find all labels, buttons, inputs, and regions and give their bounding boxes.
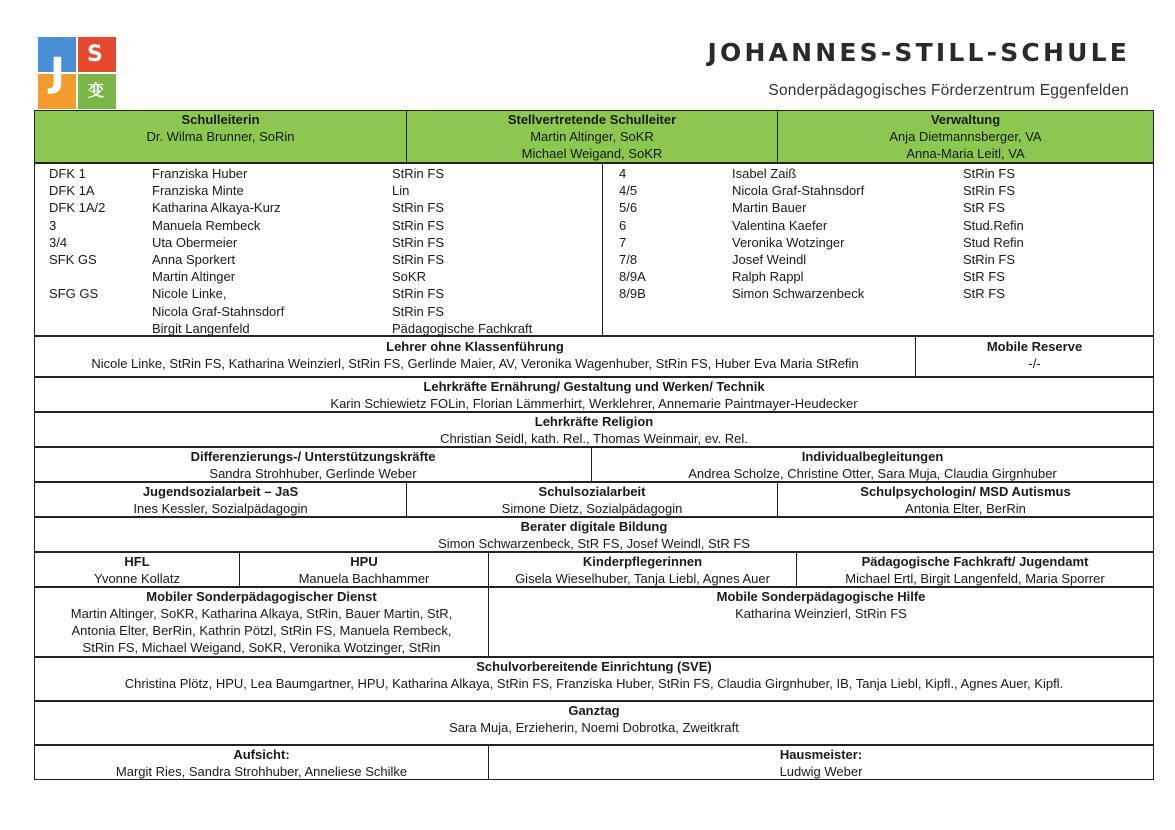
- leadership-row: [34, 110, 1154, 163]
- nutrition-text: Karin Schiewietz FOLin, Florian Lämmerhirt, Werklehrer, Annemarie Paintmayer-Heudecker: [330, 396, 858, 411]
- school-title: JOHANNES-STILL-SCHULE: [707, 38, 1130, 67]
- ganztag-cell: [35, 702, 1153, 744]
- msh-text: Katharina Weinzierl, StRin FS: [735, 606, 907, 621]
- class-right-role: StR FS: [963, 286, 1005, 302]
- class-left-name: Anna Sporkert: [152, 252, 236, 267]
- youth-cell: [35, 483, 406, 516]
- class-left-name: Franziska Huber: [152, 166, 248, 181]
- supervision-text: Margit Ries, Sandra Strohhuber, Anneliese Schilke: [115, 764, 408, 779]
- religion-text: Christian Seidl, kath. Rel., Thomas Weinmair, ev. Rel.: [440, 431, 748, 446]
- differentiation-text: Sandra Strohhuber, Gerlinde Weber: [209, 466, 417, 481]
- class-list-right: [602, 164, 1153, 335]
- individual-title: Individualbegleitungen: [801, 449, 944, 464]
- class-left-name: Uta Obermeier: [152, 234, 238, 250]
- caretaker-title: Hausmeister:: [779, 747, 863, 762]
- carers-title: Kinderpflegerinnen: [582, 554, 703, 569]
- class-left-cls: 3/4: [49, 234, 68, 250]
- class-left-role: StRin FS: [392, 286, 445, 302]
- youth-title: Jugendsozialarbeit – JaS: [142, 484, 299, 499]
- class-left-cls: DFK 1A/2: [49, 200, 106, 216]
- class-right-cls: 4: [619, 166, 627, 181]
- hpu-title: HPU: [350, 554, 378, 569]
- msd-line-2: Antonia Elter, BerRin, Kathrin Pötzl, StRin FS, Manuela Rembeck,: [71, 623, 452, 638]
- deputy-name-1: Martin Altinger, SoKR: [530, 129, 654, 144]
- ganztag-title: Ganztag: [568, 703, 620, 718]
- class-right-role: StRin FS: [963, 166, 1016, 181]
- class-right-role: Stud Refin: [963, 234, 1024, 250]
- social-cell: [406, 483, 777, 516]
- class-right-name: Simon Schwarzenbeck: [732, 286, 865, 302]
- class-left-cls: DFK 1A: [49, 183, 95, 199]
- individual-cell: [591, 448, 1153, 481]
- class-right-name: Martin Bauer: [732, 200, 807, 216]
- class-right-name: Valentina Kaefer: [732, 217, 828, 233]
- class-list-left: [35, 164, 602, 335]
- deputy-name-2: Michael Weigand, SoKR: [521, 146, 663, 161]
- ganztag-row: [34, 701, 1154, 745]
- class-left-cls: SFK GS: [49, 252, 97, 267]
- logo-glyph: 变: [88, 81, 105, 100]
- class-right-role: StR FS: [963, 200, 1005, 216]
- logo-letter-s: S: [87, 42, 103, 67]
- youth-text: Ines Kessler, Sozialpädagogin: [133, 501, 308, 516]
- nutrition-title: Lehrkräfte Ernährung/ Gestaltung und Werken/ Technik: [423, 379, 765, 394]
- sve-cell: [35, 658, 1153, 700]
- caretaker-cell: [488, 746, 1153, 779]
- mobile-reserve-title: Mobile Reserve: [986, 339, 1083, 354]
- class-right-name: Veronika Wotzinger: [732, 234, 845, 250]
- digital-cell: [35, 518, 1153, 551]
- class-left-cls: DFK 1: [49, 166, 86, 181]
- class-left-name: Katharina Alkaya-Kurz: [152, 200, 281, 216]
- mobile-reserve-cell: [915, 337, 1153, 376]
- digital-row: [34, 517, 1154, 552]
- admin-title: Verwaltung: [930, 112, 1001, 127]
- psych-title: Schulpsychologin/ MSD Autismus: [860, 484, 1071, 499]
- mobile-reserve-text: -/-: [1028, 356, 1041, 371]
- support-row: [34, 447, 1154, 482]
- class-left-cls: SFG GS: [49, 286, 99, 302]
- class-right-role: Stud.Refin: [963, 217, 1024, 233]
- class-left-role: StRin FS: [392, 217, 445, 233]
- staff-row: [34, 552, 1154, 587]
- hfl-text: Yvonne Kollatz: [93, 571, 180, 586]
- class-right-cls: 7: [619, 234, 627, 250]
- class-assignments: [34, 163, 1154, 336]
- msh-title: Mobile Sonderpädagogische Hilfe: [716, 589, 926, 604]
- class-right-role: StRin FS: [963, 252, 1016, 267]
- religion-title: Lehrkräfte Religion: [534, 414, 654, 429]
- principal-name: Dr. Wilma Brunner, SoRin: [146, 129, 295, 144]
- pedagogic-cell: [796, 553, 1153, 586]
- class-right-role: StR FS: [963, 269, 1005, 285]
- class-right-cls: 4/5: [619, 183, 638, 199]
- digital-text: Simon Schwarzenbeck, StR FS, Josef Weindl, StR FS: [438, 536, 750, 551]
- psych-cell: [777, 483, 1153, 516]
- deputy-title: Stellvertretende Schulleiter: [507, 112, 677, 127]
- social-title: Schulsozialarbeit: [538, 484, 646, 499]
- ganztag-text: Sara Muja, Erzieherin, Noemi Dobrotka, Zweitkraft: [449, 720, 739, 735]
- individual-text: Andrea Scholze, Christine Otter, Sara Muja, Claudia Girgnhuber: [688, 466, 1057, 481]
- no-class-title: Lehrer ohne Klassenführung: [386, 339, 564, 354]
- hpu-text: Manuela Bachhammer: [298, 571, 430, 586]
- religion-cell: [35, 413, 1153, 446]
- class-right-role: StRin FS: [963, 183, 1016, 199]
- no-class-row: [34, 336, 1154, 377]
- class-left-name: Manuela Rembeck: [152, 217, 261, 233]
- differentiation-title: Differenzierungs-/ Unterstützungskräfte: [190, 449, 436, 464]
- caretaker-text: Ludwig Weber: [779, 764, 863, 779]
- class-right-name: Isabel Zaiß: [732, 166, 797, 181]
- nutrition-row: [34, 377, 1154, 412]
- nutrition-cell: [35, 378, 1153, 411]
- carers-text: Gisela Wieselhuber, Tanja Liebl, Agnes Auer: [515, 571, 770, 586]
- class-left-role: StRin FS: [392, 303, 445, 319]
- msd-title: Mobiler Sonderpädagogischer Dienst: [146, 589, 377, 604]
- class-left-name: Franziska Minte: [152, 183, 244, 199]
- class-left-role: Lin: [392, 183, 410, 199]
- class-right-name: Nicola Graf-Stahnsdorf: [732, 183, 865, 199]
- social-work-row: [34, 482, 1154, 517]
- digital-title: Berater digitale Bildung: [520, 519, 668, 534]
- class-left-name: Nicole Linke,: [152, 286, 227, 302]
- admin-name-2: Anna-Maria Leitl, VA: [906, 146, 1025, 161]
- supervision-title: Aufsicht:: [233, 747, 290, 762]
- class-right-name: Ralph Rappl: [732, 269, 804, 285]
- principal-cell: [35, 111, 406, 162]
- class-left-name: Martin Altinger: [152, 269, 236, 285]
- sve-row: [34, 657, 1154, 701]
- mobile-services-row: [34, 587, 1154, 657]
- hfl-cell: [35, 553, 239, 586]
- supervision-cell: [35, 746, 488, 779]
- class-left-name: Birgit Langenfeld: [152, 320, 250, 335]
- class-left-role: StRin FS: [392, 234, 445, 250]
- school-logo: [38, 37, 116, 110]
- pedagogic-title: Pädagogische Fachkraft/ Jugendamt: [861, 554, 1089, 569]
- sve-text: Christina Plötz, HPU, Lea Baumgartner, HPU, Katharina Alkaya, StRin FS, Franziska Huber, StRin FS, Claudia Girgnhuber, IB, Tanja Liebl, Kipfl., Agnes Auer, Kipfl.: [124, 676, 1064, 691]
- hfl-title: HFL: [124, 554, 150, 569]
- principal-title: Schulleiterin: [181, 112, 260, 127]
- class-right-cls: 5/6: [619, 200, 638, 216]
- msd-line-3: StRin FS, Michael Weigand, SoKR, Veronika Wotzinger, StRin: [82, 640, 441, 655]
- school-subtitle: Sonderpädagogisches Förderzentrum Eggenfelden: [768, 82, 1129, 99]
- class-left-role: Pädagogische Fachkraft: [392, 320, 533, 335]
- msh-cell: [488, 588, 1153, 656]
- class-right-cls: 7/8: [619, 252, 638, 267]
- social-text: Simone Dietz, Sozialpädagogin: [501, 501, 683, 516]
- class-right-cls: 6: [619, 217, 627, 233]
- msd-line-1: Martin Altinger, SoKR, Katharina Alkaya, StRin, Bauer Martin, StR,: [70, 606, 453, 621]
- class-right-cls: 8/9B: [619, 286, 646, 302]
- class-right-cls: 8/9A: [619, 269, 646, 285]
- class-right-name: Josef Weindl: [732, 252, 807, 267]
- class-left-cls: 3: [49, 217, 57, 233]
- admin-name-1: Anja Dietmannsberger, VA: [889, 129, 1042, 144]
- class-left-role: StRin FS: [392, 166, 445, 181]
- class-left-role: StRin FS: [392, 200, 445, 216]
- no-class-cell: [35, 337, 915, 376]
- class-left-role: StRin FS: [392, 252, 445, 267]
- psych-text: Antonia Elter, BerRin: [905, 501, 1026, 516]
- sve-title: Schulvorbereitende Einrichtung (SVE): [476, 659, 712, 674]
- logo-letter-j: J: [50, 50, 65, 96]
- differentiation-cell: [35, 448, 591, 481]
- pedagogic-text: Michael Ertl, Birgit Langenfeld, Maria Sporrer: [845, 571, 1105, 586]
- no-class-text: Nicole Linke, StRin FS, Katharina Weinzierl, StRin FS, Gerlinde Maier, AV, Veronika Wagenhuber, StRin FS, Huber Eva Maria StRefin: [91, 356, 859, 371]
- religion-row: [34, 412, 1154, 447]
- msd-cell: [35, 588, 488, 656]
- hpu-cell: [239, 553, 488, 586]
- admin-cell: [777, 111, 1153, 162]
- class-left-role: SoKR: [392, 269, 426, 285]
- deputy-cell: [406, 111, 777, 162]
- carers-cell: [488, 553, 796, 586]
- class-left-name: Nicola Graf-Stahnsdorf: [152, 303, 285, 319]
- supervision-row: [34, 745, 1154, 780]
